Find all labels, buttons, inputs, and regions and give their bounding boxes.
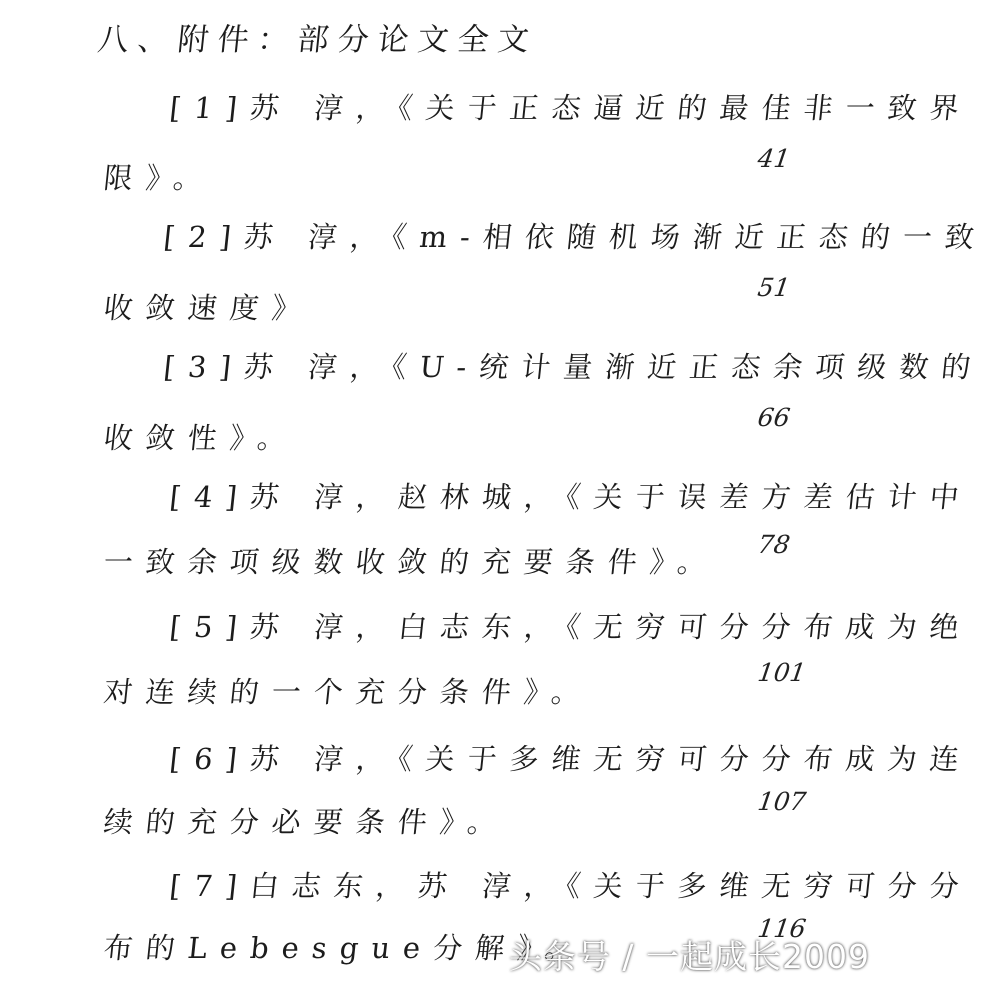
entry-1-line-2: 限》。 bbox=[102, 161, 218, 195]
entry-6-page-number: 107 bbox=[755, 787, 808, 816]
section-heading: 八、附件：部分论文全文 bbox=[95, 22, 540, 58]
entry-1-page-number: 41 bbox=[755, 144, 792, 173]
entry-5-line-2: 对连续的一个充分条件》。 bbox=[102, 675, 596, 709]
entry-3-page-number: 66 bbox=[755, 403, 792, 432]
entry-1-line-1: [1]苏 淳，《关于正态逼近的最佳非一致界 bbox=[168, 91, 974, 125]
entry-5-line-1: [5]苏 淳，白志东，《无穷可分分布成为绝 bbox=[168, 610, 974, 644]
entry-7-line-2: 布的Lebesgue分解》。 bbox=[102, 931, 589, 965]
entry-6-line-2: 续的充分必要条件》。 bbox=[102, 805, 512, 839]
entry-2-page-number: 51 bbox=[755, 273, 792, 302]
entry-6-line-1: [6]苏 淳，《关于多维无穷可分分布成为连 bbox=[168, 742, 974, 776]
entry-3-line-2: 收敛性》。 bbox=[102, 421, 302, 455]
entry-7-page-number: 116 bbox=[755, 914, 808, 943]
entry-3-line-1: [3]苏 淳，《U-统计量渐近正态余项级数的 bbox=[162, 350, 986, 384]
entry-4-line-2: 一致余项级数收敛的充要条件》。 bbox=[102, 545, 722, 579]
entry-7-line-1: [7]白志东，苏 淳，《关于多维无穷可分分 bbox=[168, 869, 974, 903]
entry-2-line-1: [2]苏 淳，《m-相依随机场渐近正态的一致 bbox=[162, 220, 989, 254]
entry-4-line-1: [4]苏 淳，赵林城，《关于误差方差估计中 bbox=[168, 480, 974, 514]
entry-4-page-number: 78 bbox=[755, 530, 792, 559]
entry-2-line-2: 收敛速度》 bbox=[102, 291, 316, 325]
watermark: 头条号 / 一起成长2009 bbox=[508, 937, 870, 976]
entry-5-page-number: 101 bbox=[755, 658, 808, 687]
